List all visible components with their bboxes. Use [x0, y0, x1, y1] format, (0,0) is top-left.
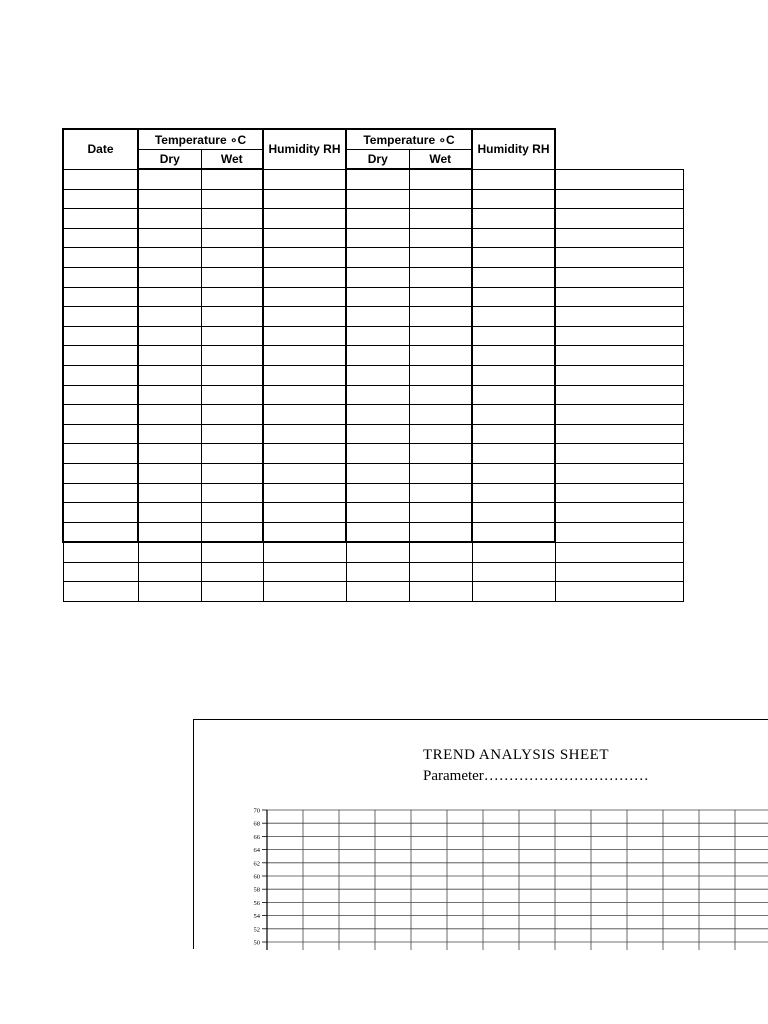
table-cell[interactable]	[201, 503, 263, 523]
table-cell[interactable]	[346, 562, 409, 582]
table-row	[63, 405, 683, 425]
table-row	[63, 483, 683, 503]
table-cell[interactable]	[263, 346, 346, 366]
table-cell[interactable]	[201, 582, 263, 602]
y-tick-label: 54	[253, 913, 260, 921]
table-cell[interactable]	[138, 209, 201, 229]
y-tick-label: 50	[253, 939, 260, 947]
temperature-header-1: Temperature ∘C	[138, 129, 263, 150]
table-cell[interactable]	[346, 463, 409, 483]
table-cell[interactable]	[346, 542, 409, 562]
table-row	[63, 228, 683, 248]
date-header: Date	[63, 129, 138, 169]
table-row	[63, 209, 683, 229]
y-tick-label: 60	[253, 873, 260, 881]
humidity-header-2: Humidity RH	[472, 129, 555, 169]
table-cell[interactable]	[555, 365, 683, 385]
table-cell[interactable]	[263, 483, 346, 503]
table-cell[interactable]	[555, 326, 683, 346]
table-cell[interactable]	[63, 522, 138, 542]
table-cell[interactable]	[63, 463, 138, 483]
table-cell[interactable]	[346, 582, 409, 602]
table-cell[interactable]	[138, 365, 201, 385]
table-cell[interactable]	[472, 346, 555, 366]
table-row	[63, 463, 683, 483]
table-cell[interactable]	[63, 287, 138, 307]
table-row	[63, 385, 683, 405]
table-cell[interactable]	[472, 483, 555, 503]
table-cell[interactable]	[63, 169, 138, 189]
table-cell[interactable]	[472, 248, 555, 268]
table-cell[interactable]	[263, 542, 346, 562]
table-row	[63, 582, 683, 602]
table-cell[interactable]	[138, 189, 201, 209]
table-cell[interactable]	[346, 385, 409, 405]
table-cell[interactable]	[263, 169, 346, 189]
table-cell[interactable]	[201, 307, 263, 327]
table-cell[interactable]	[346, 483, 409, 503]
y-tick-label: 52	[253, 926, 260, 934]
table-cell[interactable]	[409, 346, 472, 366]
table-cell[interactable]	[138, 346, 201, 366]
table-row	[63, 542, 683, 562]
table-cell[interactable]	[555, 522, 683, 542]
table-row	[63, 346, 683, 366]
table-cell[interactable]	[138, 582, 201, 602]
table-cell[interactable]	[263, 287, 346, 307]
table-cell[interactable]	[555, 463, 683, 483]
table-cell[interactable]	[138, 562, 201, 582]
table-cell[interactable]	[555, 228, 683, 248]
table-cell[interactable]	[409, 287, 472, 307]
table-cell[interactable]	[346, 267, 409, 287]
parameter-field: Parameter……………………………	[423, 768, 649, 784]
table-cell[interactable]	[138, 267, 201, 287]
table-cell[interactable]	[263, 405, 346, 425]
table-cell[interactable]	[555, 248, 683, 268]
table-cell[interactable]	[555, 267, 683, 287]
table-cell[interactable]	[346, 287, 409, 307]
table-cell[interactable]	[63, 483, 138, 503]
table-row	[63, 248, 683, 268]
table-cell[interactable]	[472, 169, 555, 189]
table-cell[interactable]	[409, 444, 472, 464]
table-cell[interactable]	[201, 248, 263, 268]
table-cell[interactable]	[555, 405, 683, 425]
table-cell[interactable]	[472, 582, 555, 602]
trend-analysis-sheet	[193, 719, 768, 949]
header-blank-space	[555, 129, 683, 169]
table-cell[interactable]	[472, 503, 555, 523]
table-cell[interactable]	[346, 405, 409, 425]
humidity-header-1: Humidity RH	[263, 129, 346, 169]
table-cell[interactable]	[263, 307, 346, 327]
table-row	[63, 503, 683, 523]
y-tick-label: 58	[253, 886, 260, 894]
table-cell[interactable]	[138, 522, 201, 542]
table-row	[63, 326, 683, 346]
table-cell[interactable]	[409, 228, 472, 248]
table-cell[interactable]	[201, 287, 263, 307]
table-cell[interactable]	[409, 326, 472, 346]
table-cell[interactable]	[201, 424, 263, 444]
table-cell[interactable]	[63, 307, 138, 327]
y-tick-label: 64	[253, 847, 260, 855]
table-cell[interactable]	[472, 385, 555, 405]
trend-grid-lines	[267, 810, 768, 950]
table-cell[interactable]	[409, 169, 472, 189]
table-cell[interactable]	[263, 267, 346, 287]
table-cell[interactable]	[138, 228, 201, 248]
log-table-body	[63, 169, 683, 602]
table-cell[interactable]	[201, 346, 263, 366]
table-cell[interactable]	[555, 209, 683, 229]
temperature-humidity-log-table	[62, 128, 684, 602]
table-cell[interactable]	[138, 326, 201, 346]
table-cell[interactable]	[472, 424, 555, 444]
table-cell[interactable]	[346, 503, 409, 523]
table-row	[63, 444, 683, 464]
table-cell[interactable]	[201, 444, 263, 464]
table-cell[interactable]	[263, 326, 346, 346]
table-cell[interactable]	[555, 169, 683, 189]
table-row	[63, 169, 683, 189]
table-cell[interactable]	[63, 267, 138, 287]
table-cell[interactable]	[472, 542, 555, 562]
table-cell[interactable]	[263, 444, 346, 464]
wet-header-2: Wet	[409, 150, 472, 170]
table-cell[interactable]	[409, 562, 472, 582]
table-cell[interactable]	[472, 444, 555, 464]
table-cell[interactable]	[409, 424, 472, 444]
table-cell[interactable]	[201, 169, 263, 189]
table-cell[interactable]	[63, 385, 138, 405]
table-cell[interactable]	[201, 267, 263, 287]
table-cell[interactable]	[409, 365, 472, 385]
table-cell[interactable]	[63, 326, 138, 346]
table-cell[interactable]	[555, 307, 683, 327]
table-cell[interactable]	[263, 463, 346, 483]
table-cell[interactable]	[409, 385, 472, 405]
table-cell[interactable]	[201, 385, 263, 405]
table-cell[interactable]	[63, 365, 138, 385]
table-row	[63, 189, 683, 209]
table-cell[interactable]	[472, 267, 555, 287]
table-cell[interactable]	[263, 385, 346, 405]
table-row	[63, 307, 683, 327]
table-cell[interactable]	[63, 582, 138, 602]
table-cell[interactable]	[63, 346, 138, 366]
table-cell[interactable]	[263, 582, 346, 602]
table-cell[interactable]	[201, 228, 263, 248]
table-cell[interactable]	[409, 522, 472, 542]
table-cell[interactable]	[555, 444, 683, 464]
table-cell[interactable]	[472, 522, 555, 542]
table-cell[interactable]	[63, 424, 138, 444]
table-cell[interactable]	[555, 562, 683, 582]
table-cell[interactable]	[555, 424, 683, 444]
table-cell[interactable]	[555, 483, 683, 503]
table-cell[interactable]	[346, 209, 409, 229]
trend-grid	[194, 720, 768, 950]
table-cell[interactable]	[201, 522, 263, 542]
trend-sheet-title: TREND ANALYSIS SHEET	[423, 747, 610, 763]
table-cell[interactable]	[409, 307, 472, 327]
table-row	[63, 287, 683, 307]
table-cell[interactable]	[555, 287, 683, 307]
table-cell[interactable]	[472, 228, 555, 248]
table-cell[interactable]	[346, 307, 409, 327]
table-cell[interactable]	[63, 228, 138, 248]
wet-header-1: Wet	[201, 150, 263, 170]
table-cell[interactable]	[63, 209, 138, 229]
table-cell[interactable]	[472, 287, 555, 307]
table-cell[interactable]	[409, 189, 472, 209]
table-cell[interactable]	[263, 522, 346, 542]
table-cell[interactable]	[138, 307, 201, 327]
table-cell[interactable]	[346, 424, 409, 444]
table-cell[interactable]	[263, 503, 346, 523]
table-cell[interactable]	[138, 542, 201, 562]
table-cell[interactable]	[138, 385, 201, 405]
table-cell[interactable]	[201, 189, 263, 209]
table-cell[interactable]	[201, 483, 263, 503]
table-cell[interactable]	[346, 169, 409, 189]
y-tick-label: 66	[253, 833, 260, 841]
table-cell[interactable]	[409, 209, 472, 229]
table-cell[interactable]	[201, 209, 263, 229]
table-cell[interactable]	[472, 209, 555, 229]
table-cell[interactable]	[346, 346, 409, 366]
table-cell[interactable]	[409, 582, 472, 602]
table-cell[interactable]	[409, 542, 472, 562]
table-cell[interactable]	[346, 365, 409, 385]
table-cell[interactable]	[263, 562, 346, 582]
table-cell[interactable]	[201, 542, 263, 562]
table-cell[interactable]	[346, 444, 409, 464]
table-cell[interactable]	[201, 463, 263, 483]
dry-header-1: Dry	[138, 150, 201, 170]
table-cell[interactable]	[138, 463, 201, 483]
table-row	[63, 424, 683, 444]
table-cell[interactable]	[409, 267, 472, 287]
table-cell[interactable]	[63, 444, 138, 464]
table-cell[interactable]	[138, 424, 201, 444]
table-cell[interactable]	[63, 189, 138, 209]
table-cell[interactable]	[201, 405, 263, 425]
table-cell[interactable]	[263, 424, 346, 444]
y-tick-label: 70	[253, 807, 260, 815]
table-cell[interactable]	[346, 522, 409, 542]
table-cell[interactable]	[63, 405, 138, 425]
table-cell[interactable]	[138, 405, 201, 425]
table-cell[interactable]	[472, 562, 555, 582]
table-cell[interactable]	[263, 365, 346, 385]
table-cell[interactable]	[472, 307, 555, 327]
temperature-header-2: Temperature ∘C	[346, 129, 472, 150]
table-cell[interactable]	[555, 582, 683, 602]
table-cell[interactable]	[263, 228, 346, 248]
table-cell[interactable]	[63, 503, 138, 523]
table-cell[interactable]	[555, 542, 683, 562]
table-cell[interactable]	[63, 248, 138, 268]
table-cell[interactable]	[263, 248, 346, 268]
table-row	[63, 267, 683, 287]
table-cell[interactable]	[201, 365, 263, 385]
table-cell[interactable]	[263, 209, 346, 229]
table-cell[interactable]	[346, 189, 409, 209]
table-cell[interactable]	[346, 326, 409, 346]
table-cell[interactable]	[472, 189, 555, 209]
table-row	[63, 562, 683, 582]
table-cell[interactable]	[409, 405, 472, 425]
table-cell[interactable]	[138, 248, 201, 268]
table-cell[interactable]	[138, 169, 201, 189]
dry-header-2: Dry	[346, 150, 409, 170]
table-cell[interactable]	[409, 463, 472, 483]
table-cell[interactable]	[472, 365, 555, 385]
y-tick-label: 68	[253, 820, 260, 828]
table-cell[interactable]	[472, 326, 555, 346]
table-row	[63, 365, 683, 385]
table-cell[interactable]	[409, 248, 472, 268]
table-cell[interactable]	[555, 189, 683, 209]
table-cell[interactable]	[555, 503, 683, 523]
table-cell[interactable]	[555, 346, 683, 366]
y-tick-label: 62	[253, 860, 260, 868]
table-cell[interactable]	[63, 562, 138, 582]
table-cell[interactable]	[263, 189, 346, 209]
y-tick-label: 56	[253, 899, 260, 907]
trend-grid-ticks	[254, 808, 268, 947]
table-row	[63, 522, 683, 542]
table-cell[interactable]	[138, 483, 201, 503]
table-cell[interactable]	[63, 542, 138, 562]
table-cell[interactable]	[346, 248, 409, 268]
table-cell[interactable]	[555, 385, 683, 405]
table-cell[interactable]	[346, 228, 409, 248]
table-cell[interactable]	[409, 503, 472, 523]
table-cell[interactable]	[201, 326, 263, 346]
table-cell[interactable]	[472, 463, 555, 483]
table-cell[interactable]	[138, 503, 201, 523]
table-cell[interactable]	[472, 405, 555, 425]
table-cell[interactable]	[201, 562, 263, 582]
table-cell[interactable]	[138, 444, 201, 464]
table-cell[interactable]	[138, 287, 201, 307]
table-cell[interactable]	[409, 483, 472, 503]
